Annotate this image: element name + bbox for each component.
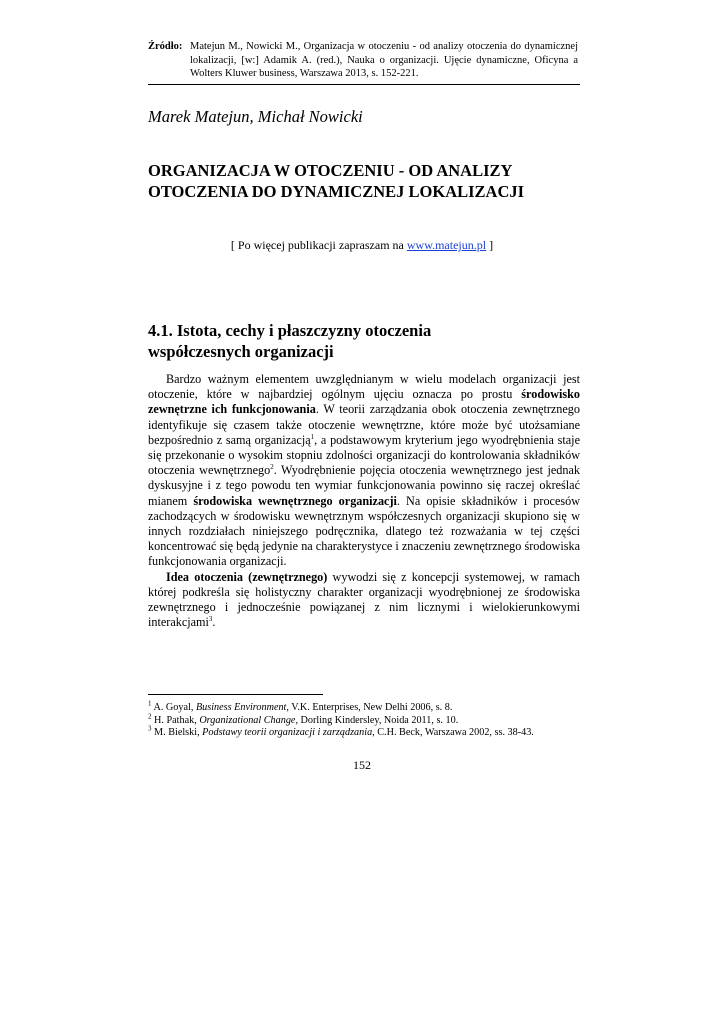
section-heading bbox=[148, 320, 578, 362]
p1-bold-2: środowiska wewnętrznego organizacji bbox=[193, 493, 397, 508]
paragraph-1 bbox=[148, 372, 580, 570]
footnote-author: M. Bielski, bbox=[151, 727, 203, 739]
section-line-1: 4.1. Istota, cechy i płaszczyzny otoczenia bbox=[148, 321, 432, 340]
footnote-title: Organizational Change bbox=[199, 714, 296, 726]
footnote bbox=[148, 699, 588, 715]
footnote-title: Podstawy teorii organizacji i zarządzania bbox=[202, 727, 373, 739]
footnote-ref-3: 3 bbox=[208, 615, 213, 624]
header-divider bbox=[148, 84, 580, 85]
p1-text-3: , a podstawowym kryterium jego wyodrębnienia staje się przekonanie o wysokim stopniu zdolności organizacji do kontrolowania składników otoczenia wewnętrznego bbox=[148, 432, 580, 478]
footnote bbox=[148, 712, 588, 728]
source-label: Źródło: bbox=[148, 41, 183, 52]
source-citation bbox=[148, 40, 578, 81]
footnote-publisher: , C.H. Beck, Warszawa 2002, ss. 38-43. bbox=[372, 727, 534, 739]
promo-note bbox=[0, 238, 724, 253]
website-link[interactable]: www.matejun.pl bbox=[406, 238, 487, 252]
title-line-1: ORGANIZACJA W OTOCZENIU - OD ANALIZY bbox=[148, 161, 513, 180]
footnote-author: H. Pathak, bbox=[151, 714, 200, 726]
footnote-ref-1: 1 bbox=[310, 432, 315, 441]
p1-bold-1: środowisko zewnętrzne ich funkcjonowania bbox=[148, 387, 580, 417]
p1-text-5: . Na opisie składników i procesów zachodzących w środowisku wewnętrznym współczesnych organizacji skupiono się w innych rozdziałach niniejszego podręcznika, dlatego też rozważania w tej części koncentrować się będą jedynie na charakterystyce i znaczeniu zewnętrznego środowiska funkcjonowania organizacji. bbox=[148, 493, 580, 569]
p2-text-2: . bbox=[212, 615, 216, 630]
p1-text-2: . W teorii zarządzania obok otoczenia zewnętrznego identyfikuje się czasem także otoczenie wewnętrzne, które może być utożsamiane bezpośrednio z samą organizacją bbox=[148, 402, 580, 447]
p2-bold-1: Idea otoczenia (zewnętrznego) bbox=[166, 569, 328, 584]
p1-text-4: . Wyodrębnienie pojęcia otoczenia wewnętrznego jest jednak dyskusyjne i z tego powodu ten wymiar funkcjonowania powinno się raczej określać mianem bbox=[148, 463, 580, 508]
promo-close: ] bbox=[489, 238, 494, 252]
footnotes bbox=[148, 699, 588, 740]
section-line-2: współczesnych organizacji bbox=[148, 342, 334, 361]
paragraph-2 bbox=[148, 570, 580, 631]
promo-open: [ Po więcej publikacji zapraszam na bbox=[230, 238, 404, 252]
source-text: Matejun M., Nowicki M., Organizacja w otoczeniu - od analizy otoczenia do dynamicznej lokalizacji, [w:] Adamik A. (red.), Nauka o organizacji. Ujęcie dynamiczne, Oficyna a Wolters Kluwer business, Warszawa 2013, s. 152-221. bbox=[190, 41, 578, 79]
footnote-number: 3 bbox=[148, 724, 152, 733]
page-number: 152 bbox=[353, 758, 371, 772]
body-text bbox=[148, 372, 580, 630]
footnote-author: A. Goyal, bbox=[151, 702, 196, 713]
footnote-publisher: , Dorling Kindersley, Noida 2011, s. 10. bbox=[295, 714, 459, 726]
footnote-publisher: , V.K. Enterprises, New Delhi 2006, s. 8. bbox=[286, 702, 453, 713]
footnote-number: 1 bbox=[148, 699, 152, 708]
footnote-ref-2: 2 bbox=[270, 463, 274, 472]
footnote-title: Business Environment bbox=[195, 702, 287, 713]
p1-text-1: Bardzo ważnym elementem uwzględnianym w wielu modelach organizacji jest otoczenie, które w najbardziej ogólnym ujęciu oznacza po prostu bbox=[148, 372, 580, 402]
p2-text-1: wywodzi się z koncepcji systemowej, w ramach której podkreśla się holistyczny charakter organizacji wyodrębnionej ze środowiska zewnętrznego i jednocześnie powiązanej z nim licznymi i wielokierunkowymi interakcjami bbox=[148, 569, 580, 630]
footnote bbox=[148, 724, 588, 740]
authors: Marek Matejun, Michał Nowicki bbox=[148, 107, 363, 126]
chapter-title bbox=[148, 160, 588, 202]
footnote-number: 2 bbox=[148, 712, 152, 721]
footnote-divider bbox=[148, 694, 323, 695]
title-line-2: OTOCZENIA DO DYNAMICZNEJ LOKALIZACJI bbox=[148, 182, 525, 201]
